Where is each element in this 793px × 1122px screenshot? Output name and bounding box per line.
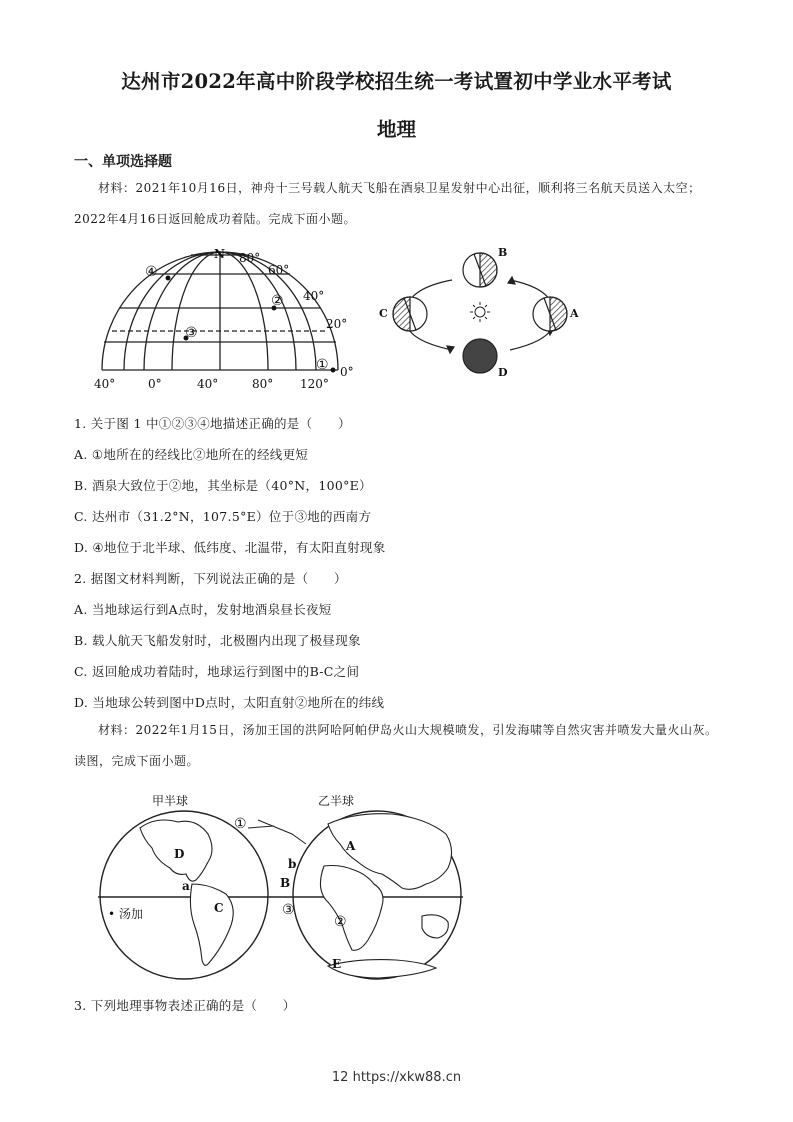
- label-b-lower: b: [288, 857, 297, 871]
- label-c: C: [214, 901, 224, 915]
- point-2-label: ②: [271, 293, 284, 309]
- position-b-label: B: [498, 246, 508, 259]
- label-a: a: [182, 879, 190, 893]
- hemisphere-left-title: 甲半球: [152, 794, 189, 808]
- north-label: N: [214, 248, 225, 261]
- lat-label-40: 40°: [303, 289, 325, 303]
- material-1: 材料：2021年10月16日，神舟十三号载人航天飞船在酒泉卫星发射中心出征，顺利将三名航天员送入太空；2022年4月16日返回舱成功着陆。完成下面小题。: [74, 181, 701, 226]
- exam-title: 达州市2022年高中阶段学校招生统一考试置初中学业水平考试: [121, 70, 672, 93]
- subject-title: 地理: [376, 118, 416, 141]
- q2-option-b: B. 载人航天飞船发射时，北极圈内出现了极昼现象: [74, 633, 361, 648]
- label-a-upper: A: [346, 839, 356, 853]
- label-b-upper: B: [280, 876, 291, 890]
- label-2: ②: [334, 914, 347, 930]
- lat-label-0: 0°: [340, 365, 354, 379]
- point-4-label: ④: [145, 264, 158, 280]
- q2-stem: 2. 据图文材料判断，下列说法正确的是（ ）: [74, 571, 347, 586]
- q1-option-d: D. ④地位于北半球、低纬度、北温带，有太阳直射现象: [74, 540, 386, 555]
- q1-option-b: B. 酒泉大致位于②地，其坐标是（40°N，100°E）: [74, 478, 372, 493]
- lat-label-80: 80°: [239, 251, 261, 265]
- point-3-label: ③: [185, 325, 198, 341]
- position-a-label: A: [570, 307, 579, 320]
- q2-option-a: A. 当地球运行到A点时，发射地酒泉昼长夜短: [74, 602, 332, 617]
- label-1: ①: [234, 816, 247, 832]
- position-c-label: C: [379, 307, 388, 320]
- lon-label-40e: 40°: [197, 377, 219, 391]
- material-2: 材料：2022年1月15日，汤加王国的洪阿哈阿帕伊岛火山大规模喷发，引发海啸等自然灾害并喷发大量火山灰。读图，完成下面小题。: [74, 723, 718, 768]
- q3-stem: 3. 下列地理事物表述正确的是（ ）: [74, 998, 296, 1013]
- label-tonga: • 汤加: [108, 907, 143, 921]
- lat-label-20: 20°: [326, 317, 348, 331]
- q2-option-d: D. 当地球公转到图中D点时，太阳直射②地所在的纬线: [74, 695, 385, 710]
- label-e: E: [332, 957, 342, 971]
- lon-label-0: 0°: [148, 377, 162, 391]
- hemispheres-map-figure: [96, 788, 486, 992]
- label-3: ③: [282, 902, 295, 918]
- q1-option-a: A. ①地所在的经线比②地所在的经线更短: [74, 447, 309, 462]
- position-d-label: D: [498, 366, 508, 379]
- label-d: D: [174, 847, 185, 861]
- point-1-label: ①: [316, 357, 329, 373]
- lat-label-60: 60°: [268, 263, 290, 277]
- earth-orbit-figure: [370, 242, 590, 386]
- lon-label-120e: 120°: [300, 377, 329, 391]
- q2-option-c: C. 返回舱成功着陆时，地球运行到图中的B-C之间: [74, 664, 360, 679]
- q1-option-c: C. 达州市（31.2°N，107.5°E）位于③地的西南方: [74, 509, 372, 524]
- lon-label-40w: 40°: [94, 377, 116, 391]
- section-heading: 一、单项选择题: [74, 154, 172, 170]
- hemisphere-right-title: 乙半球: [318, 794, 355, 808]
- lat-lon-grid-figure: [90, 248, 360, 402]
- page-footer: 12 https://xkw88.cn: [331, 1070, 462, 1085]
- lon-label-80e: 80°: [252, 377, 274, 391]
- q1-stem: 1. 关于图 1 中①②③④地描述正确的是（ ）: [74, 416, 351, 431]
